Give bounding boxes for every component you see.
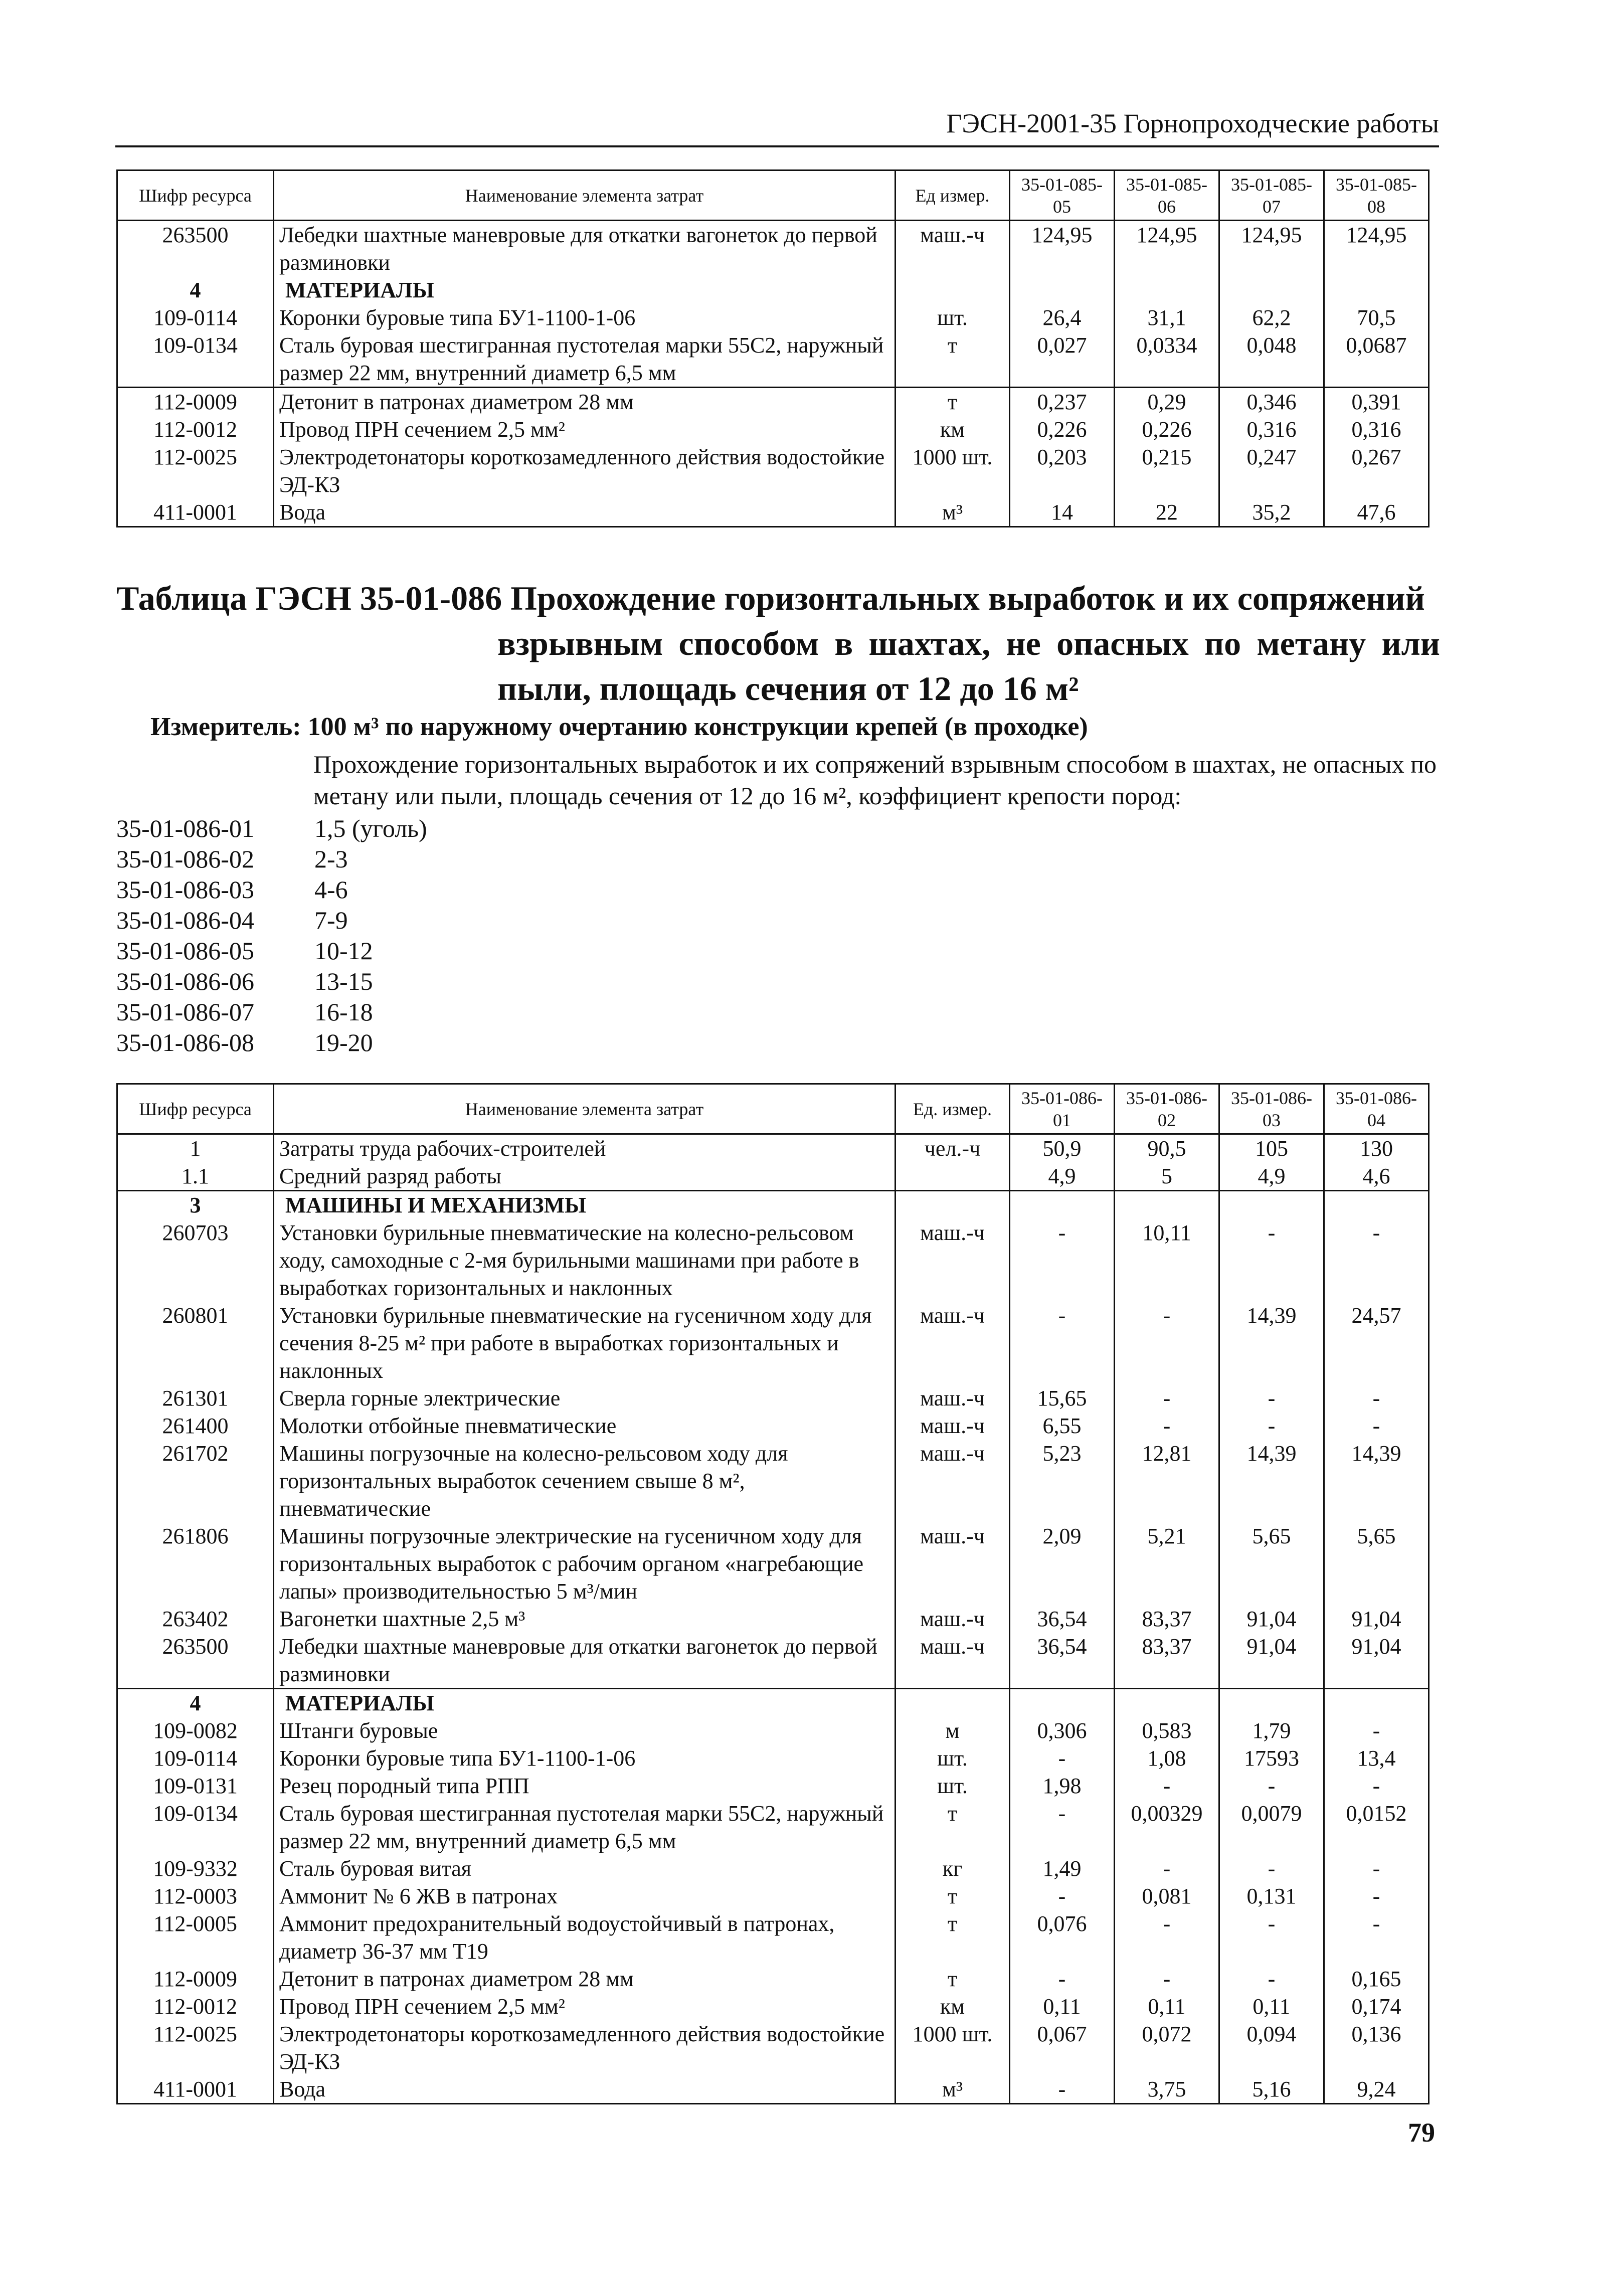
variant-row xyxy=(116,966,427,997)
value-cell: - xyxy=(1324,1910,1429,1965)
table-row xyxy=(117,2020,1429,2075)
table-row xyxy=(117,1605,1429,1633)
value-cell: 91,04 xyxy=(1324,1633,1429,1689)
resource-code: 112-0009 xyxy=(117,388,274,416)
value-cell: 12,81 xyxy=(1115,1440,1219,1522)
resource-code: 112-0009 xyxy=(117,1965,274,1993)
resource-name: Сверла горные электрические xyxy=(274,1384,896,1412)
resource-code: 109-0114 xyxy=(117,1744,274,1772)
header-col-4: 35-01-085-08 xyxy=(1324,170,1429,221)
resource-code: 1.1 xyxy=(117,1162,274,1191)
table-row xyxy=(117,331,1429,388)
value-cell xyxy=(1219,1689,1324,1717)
header-col-4: 35-01-086-04 xyxy=(1324,1084,1429,1134)
value-cell xyxy=(1115,1689,1219,1717)
value-cell: 0,0152 xyxy=(1324,1800,1429,1855)
value-cell: - xyxy=(1219,1384,1324,1412)
value-cell: - xyxy=(1115,1910,1219,1965)
unit-cell: шт. xyxy=(896,304,1010,331)
meter: Измеритель: 100 м³ по наружному очертанию конструкции крепей (в проходке) xyxy=(150,713,1088,741)
resource-code: 411-0001 xyxy=(117,2075,274,2104)
value-cell: 5,23 xyxy=(1010,1440,1115,1522)
value-cell: 0,00329 xyxy=(1115,1800,1219,1855)
value-cell: 130 xyxy=(1324,1134,1429,1163)
unit-cell: маш.-ч xyxy=(896,1605,1010,1633)
section-title-line-1: Таблица ГЭСН 35-01-086 Прохождение горизонтальных выработок и их сопряжений xyxy=(116,579,1425,617)
unit-cell: маш.-ч xyxy=(896,221,1010,277)
value-cell: 0,11 xyxy=(1115,1993,1219,2020)
header-col-2: 35-01-086-02 xyxy=(1115,1084,1219,1134)
unit-cell: км xyxy=(896,416,1010,443)
table-row xyxy=(117,1412,1429,1440)
value-cell: 0,316 xyxy=(1219,416,1324,443)
section-name: МАТЕРИАЛЫ xyxy=(274,276,896,304)
variant-row xyxy=(116,813,427,844)
resource-name: Вагонетки шахтные 2,5 м³ xyxy=(274,1605,896,1633)
resource-code: 260703 xyxy=(117,1219,274,1302)
value-cell: 0,226 xyxy=(1115,416,1219,443)
value-cell: - xyxy=(1219,1855,1324,1882)
value-cell: 91,04 xyxy=(1219,1633,1324,1689)
resource-name: Коронки буровые типа БУ1-1100-1-06 xyxy=(274,304,896,331)
table-row xyxy=(117,1633,1429,1689)
value-cell xyxy=(1324,276,1429,304)
header-col-2: 35-01-085-06 xyxy=(1115,170,1219,221)
value-cell: 22 xyxy=(1115,498,1219,527)
unit-cell: т xyxy=(896,388,1010,416)
resource-name: Провод ПРН сечением 2,5 мм² xyxy=(274,416,896,443)
value-cell: 0,267 xyxy=(1324,443,1429,498)
unit-cell xyxy=(896,276,1010,304)
unit-cell: кг xyxy=(896,1855,1010,1882)
value-cell: 0,29 xyxy=(1115,388,1219,416)
resource-code: 112-0005 xyxy=(117,1910,274,1965)
value-cell: 10,11 xyxy=(1115,1219,1219,1302)
section-row xyxy=(117,276,1429,304)
resource-code: 109-9332 xyxy=(117,1855,274,1882)
variant-value: 4-6 xyxy=(314,875,348,904)
value-cell: 1,79 xyxy=(1219,1717,1324,1744)
value-cell: 0,165 xyxy=(1324,1965,1429,1993)
value-cell: 17593 xyxy=(1219,1744,1324,1772)
unit-cell: маш.-ч xyxy=(896,1302,1010,1384)
value-cell: - xyxy=(1010,1744,1115,1772)
value-cell: - xyxy=(1115,1855,1219,1882)
value-cell: 91,04 xyxy=(1324,1605,1429,1633)
table-row xyxy=(117,1910,1429,1965)
unit-cell: маш.-ч xyxy=(896,1440,1010,1522)
resource-name: Сталь буровая шестигранная пустотелая марки 55С2, наружный размер 22 мм, внутренний диаметр 6,5 мм xyxy=(274,1800,896,1855)
value-cell: 1,98 xyxy=(1010,1772,1115,1800)
table-row xyxy=(117,443,1429,498)
table-row xyxy=(117,498,1429,527)
resource-code: 112-0003 xyxy=(117,1882,274,1910)
resource-name: Вода xyxy=(274,2075,896,2104)
resource-code: 112-0012 xyxy=(117,416,274,443)
resource-name: Штанги буровые xyxy=(274,1717,896,1744)
value-cell xyxy=(1010,1191,1115,1219)
value-cell: 0,131 xyxy=(1219,1882,1324,1910)
value-cell: - xyxy=(1115,1302,1219,1384)
resource-code: 261806 xyxy=(117,1522,274,1605)
unit-cell: маш.-ч xyxy=(896,1219,1010,1302)
value-cell: - xyxy=(1115,1965,1219,1993)
value-cell: - xyxy=(1010,1219,1115,1302)
value-cell: 0,027 xyxy=(1010,331,1115,388)
value-cell: - xyxy=(1010,2075,1115,2104)
unit-cell: т xyxy=(896,331,1010,388)
value-cell: 124,95 xyxy=(1115,221,1219,277)
table-row xyxy=(117,304,1429,331)
unit-cell: маш.-ч xyxy=(896,1522,1010,1605)
table-row xyxy=(117,1744,1429,1772)
header-col-3: 35-01-086-03 xyxy=(1219,1084,1324,1134)
header-unit: Ед измер. xyxy=(896,170,1010,221)
value-cell: 2,09 xyxy=(1010,1522,1115,1605)
variant-row xyxy=(116,844,427,874)
variant-code: 35-01-086-05 xyxy=(116,937,254,965)
resource-code: 112-0025 xyxy=(117,2020,274,2075)
value-cell: - xyxy=(1010,1882,1115,1910)
header-code: Шифр ресурса xyxy=(117,170,274,221)
resource-name: Молотки отбойные пневматические xyxy=(274,1412,896,1440)
resource-code: 112-0025 xyxy=(117,443,274,498)
header-unit: Ед. измер. xyxy=(896,1084,1010,1134)
resource-code: 261400 xyxy=(117,1412,274,1440)
table-row xyxy=(117,1772,1429,1800)
header-col-3: 35-01-085-07 xyxy=(1219,170,1324,221)
value-cell xyxy=(1324,1689,1429,1717)
variant-row xyxy=(116,936,427,966)
unit-cell: т xyxy=(896,1800,1010,1855)
value-cell: 47,6 xyxy=(1324,498,1429,527)
value-cell: - xyxy=(1324,1855,1429,1882)
table-row xyxy=(117,1522,1429,1605)
value-cell: 50,9 xyxy=(1010,1134,1115,1163)
variant-row xyxy=(116,905,427,936)
value-cell: 0,0334 xyxy=(1115,331,1219,388)
value-cell: 0,11 xyxy=(1219,1993,1324,2020)
value-cell: - xyxy=(1219,1965,1324,1993)
table-body xyxy=(117,221,1429,527)
unit-cell: т xyxy=(896,1882,1010,1910)
value-cell: 0,174 xyxy=(1324,1993,1429,2020)
value-cell: 0,081 xyxy=(1115,1882,1219,1910)
value-cell: 124,95 xyxy=(1010,221,1115,277)
unit-cell: т xyxy=(896,1910,1010,1965)
header-col-1: 35-01-086-01 xyxy=(1010,1084,1115,1134)
value-cell: 90,5 xyxy=(1115,1134,1219,1163)
value-cell: 13,4 xyxy=(1324,1744,1429,1772)
value-cell: 6,55 xyxy=(1010,1412,1115,1440)
value-cell: 36,54 xyxy=(1010,1605,1115,1633)
variant-value: 1,5 (уголь) xyxy=(314,814,427,842)
value-cell: 0,247 xyxy=(1219,443,1324,498)
unit-cell xyxy=(896,1191,1010,1219)
table-row xyxy=(117,1717,1429,1744)
variant-row xyxy=(116,1027,427,1058)
table-row xyxy=(117,1800,1429,1855)
value-cell: 83,37 xyxy=(1115,1633,1219,1689)
table-row xyxy=(117,1440,1429,1522)
value-cell: - xyxy=(1324,1882,1429,1910)
table-body xyxy=(117,1134,1429,2104)
value-cell xyxy=(1115,1191,1219,1219)
value-cell: - xyxy=(1010,1965,1115,1993)
variant-code: 35-01-086-04 xyxy=(116,906,254,934)
running-header: ГЭСН-2001-35 Горнопроходческие работы xyxy=(946,108,1439,138)
section-name: МАТЕРИАЛЫ xyxy=(274,1689,896,1717)
value-cell: 0,316 xyxy=(1324,416,1429,443)
value-cell: - xyxy=(1324,1772,1429,1800)
value-cell: - xyxy=(1219,1910,1324,1965)
value-cell: 3,75 xyxy=(1115,2075,1219,2104)
resource-code: 411-0001 xyxy=(117,498,274,527)
variant-value: 19-20 xyxy=(314,1028,373,1056)
value-cell: 124,95 xyxy=(1219,221,1324,277)
value-cell: 0,391 xyxy=(1324,388,1429,416)
resource-name: Машины погрузочные на колесно-рельсовом ходу для горизонтальных выработок сечением свыше 8 м², пневматические xyxy=(274,1440,896,1522)
unit-cell: маш.-ч xyxy=(896,1633,1010,1689)
resource-code: 4 xyxy=(117,276,274,304)
resource-name: Коронки буровые типа БУ1-1100-1-06 xyxy=(274,1744,896,1772)
value-cell: 124,95 xyxy=(1324,221,1429,277)
value-cell: 0,11 xyxy=(1010,1993,1115,2020)
value-cell xyxy=(1115,276,1219,304)
value-cell xyxy=(1324,1191,1429,1219)
variant-code: 35-01-086-01 xyxy=(116,814,254,842)
resource-code: 263500 xyxy=(117,221,274,277)
variant-code: 35-01-086-06 xyxy=(116,967,254,995)
table-row xyxy=(117,1219,1429,1302)
value-cell: 4,6 xyxy=(1324,1162,1429,1191)
resource-name: Лебедки шахтные маневровые для откатки вагонеток до первой разминовки xyxy=(274,1633,896,1689)
table-row xyxy=(117,1882,1429,1910)
table-row xyxy=(117,1162,1429,1191)
value-cell xyxy=(1219,1191,1324,1219)
table-row xyxy=(117,2075,1429,2104)
unit-cell: маш.-ч xyxy=(896,1412,1010,1440)
value-cell: 105 xyxy=(1219,1134,1324,1163)
value-cell: 1,08 xyxy=(1115,1744,1219,1772)
table-row xyxy=(117,1855,1429,1882)
table-row xyxy=(117,1965,1429,1993)
resource-code: 4 xyxy=(117,1689,274,1717)
value-cell: 24,57 xyxy=(1324,1302,1429,1384)
variant-value: 2-3 xyxy=(314,845,348,873)
value-cell: 14,39 xyxy=(1219,1302,1324,1384)
value-cell: 0,072 xyxy=(1115,2020,1219,2075)
value-cell: - xyxy=(1219,1412,1324,1440)
unit-cell xyxy=(896,1689,1010,1717)
value-cell: 0,583 xyxy=(1115,1717,1219,1744)
value-cell: 0,346 xyxy=(1219,388,1324,416)
value-cell: 5,65 xyxy=(1324,1522,1429,1605)
resource-name: Лебедки шахтные маневровые для откатки вагонеток до первой разминовки xyxy=(274,221,896,277)
variant-value: 10-12 xyxy=(314,937,373,965)
value-cell: - xyxy=(1115,1412,1219,1440)
resource-name: Аммонит № 6 ЖВ в патронах xyxy=(274,1882,896,1910)
value-cell: 4,9 xyxy=(1010,1162,1115,1191)
resource-code: 263402 xyxy=(117,1605,274,1633)
resource-name: Детонит в патронах диаметром 28 мм xyxy=(274,388,896,416)
value-cell: 31,1 xyxy=(1115,304,1219,331)
section-row xyxy=(117,1191,1429,1219)
value-cell: 0,076 xyxy=(1010,1910,1115,1965)
resource-code: 260801 xyxy=(117,1302,274,1384)
resource-code: 109-0114 xyxy=(117,304,274,331)
value-cell: - xyxy=(1115,1772,1219,1800)
section-name: МАШИНЫ И МЕХАНИЗМЫ xyxy=(274,1191,896,1219)
value-cell: 5,21 xyxy=(1115,1522,1219,1605)
value-cell: - xyxy=(1010,1302,1115,1384)
value-cell: 1,49 xyxy=(1010,1855,1115,1882)
variant-row xyxy=(116,874,427,905)
variant-value: 16-18 xyxy=(314,998,373,1026)
resource-code: 109-0131 xyxy=(117,1772,274,1800)
unit-cell: шт. xyxy=(896,1744,1010,1772)
unit-cell: т xyxy=(896,1965,1010,1993)
page-number: 79 xyxy=(1408,2117,1435,2148)
unit-cell: 1000 шт. xyxy=(896,443,1010,498)
resource-code: 263500 xyxy=(117,1633,274,1689)
value-cell: 0,0079 xyxy=(1219,1800,1324,1855)
value-cell: 0,203 xyxy=(1010,443,1115,498)
value-cell: - xyxy=(1324,1412,1429,1440)
resource-code: 1 xyxy=(117,1134,274,1163)
table-row xyxy=(117,416,1429,443)
table-row xyxy=(117,1993,1429,2020)
value-cell: 4,9 xyxy=(1219,1162,1324,1191)
table-row xyxy=(117,1134,1429,1163)
header-rule xyxy=(115,145,1439,147)
resource-code: 261301 xyxy=(117,1384,274,1412)
variant-code: 35-01-086-03 xyxy=(116,875,254,904)
header-col-1: 35-01-085-05 xyxy=(1010,170,1115,221)
resource-code: 112-0012 xyxy=(117,1993,274,2020)
resource-code: 3 xyxy=(117,1191,274,1219)
value-cell: 14 xyxy=(1010,498,1115,527)
header-code: Шифр ресурса xyxy=(117,1084,274,1134)
variant-code: 35-01-086-08 xyxy=(116,1028,254,1056)
value-cell: 0,067 xyxy=(1010,2020,1115,2075)
value-cell: 14,39 xyxy=(1324,1440,1429,1522)
value-cell: - xyxy=(1010,1800,1115,1855)
variant-code: 35-01-086-07 xyxy=(116,998,254,1026)
unit-cell xyxy=(896,1162,1010,1191)
table-row xyxy=(117,388,1429,416)
value-cell: 62,2 xyxy=(1219,304,1324,331)
value-cell: 35,2 xyxy=(1219,498,1324,527)
unit-cell: м xyxy=(896,1717,1010,1744)
table-row xyxy=(117,1302,1429,1384)
section-row xyxy=(117,1689,1429,1717)
resource-name: Электродетонаторы короткозамедленного действия водостойкие ЭД-КЗ xyxy=(274,443,896,498)
value-cell: 5,16 xyxy=(1219,2075,1324,2104)
resource-code: 109-0134 xyxy=(117,331,274,388)
value-cell: 0,048 xyxy=(1219,331,1324,388)
value-cell: 5 xyxy=(1115,1162,1219,1191)
value-cell: 0,237 xyxy=(1010,388,1115,416)
value-cell: 36,54 xyxy=(1010,1633,1115,1689)
variants-list xyxy=(116,813,427,1058)
resource-name: Детонит в патронах диаметром 28 мм xyxy=(274,1965,896,1993)
value-cell: 91,04 xyxy=(1219,1605,1324,1633)
header-name: Наименование элемента затрат xyxy=(274,1084,896,1134)
value-cell: - xyxy=(1219,1772,1324,1800)
resource-name: Резец породный типа РПП xyxy=(274,1772,896,1800)
table-row xyxy=(117,221,1429,277)
value-cell: 0,094 xyxy=(1219,2020,1324,2075)
resource-table-086 xyxy=(116,1083,1430,2104)
header-name: Наименование элемента затрат xyxy=(274,170,896,221)
variant-value: 7-9 xyxy=(314,906,348,934)
value-cell: 15,65 xyxy=(1010,1384,1115,1412)
resource-name: Сталь буровая шестигранная пустотелая марки 55С2, наружный размер 22 мм, внутренний диаметр 6,5 мм xyxy=(274,331,896,388)
unit-cell: м³ xyxy=(896,2075,1010,2104)
resource-name: Электродетонаторы короткозамедленного действия водостойкие ЭД-КЗ xyxy=(274,2020,896,2075)
value-cell: 0,136 xyxy=(1324,2020,1429,2075)
resource-name: Затраты труда рабочих-строителей xyxy=(274,1134,896,1163)
resource-table-085 xyxy=(116,169,1430,527)
value-cell: 14,39 xyxy=(1219,1440,1324,1522)
value-cell xyxy=(1010,1689,1115,1717)
resource-name: Провод ПРН сечением 2,5 мм² xyxy=(274,1993,896,2020)
resource-name: Сталь буровая витая xyxy=(274,1855,896,1882)
resource-code: 261702 xyxy=(117,1440,274,1522)
unit-cell: чел.-ч xyxy=(896,1134,1010,1163)
value-cell: - xyxy=(1219,1219,1324,1302)
description: Прохождение горизонтальных выработок и их сопряжений взрывным способом в шахтах, не опасных по метану или пыли, площадь сечения от 12 до 16 м², коэффициент крепости пород: xyxy=(313,750,1437,810)
resource-name: Установки бурильные пневматические на гусеничном ходу для сечения 8-25 м² при работе в выработках горизонтальных и наклонных xyxy=(274,1302,896,1384)
table-row xyxy=(117,1384,1429,1412)
unit-cell: м³ xyxy=(896,498,1010,527)
resource-name: Вода xyxy=(274,498,896,527)
variant-row xyxy=(116,997,427,1027)
section-title xyxy=(116,576,1440,711)
unit-cell: маш.-ч xyxy=(896,1384,1010,1412)
resource-name: Средний разряд работы xyxy=(274,1162,896,1191)
resource-code: 109-0082 xyxy=(117,1717,274,1744)
value-cell: 0,215 xyxy=(1115,443,1219,498)
value-cell: - xyxy=(1324,1717,1429,1744)
resource-name: Машины погрузочные электрические на гусеничном ходу для горизонтальных выработок с рабочим органом «нагребающие лапы» производительностью 5 м³/мин xyxy=(274,1522,896,1605)
value-cell: 0,226 xyxy=(1010,416,1115,443)
resource-code: 109-0134 xyxy=(117,1800,274,1855)
value-cell: - xyxy=(1324,1219,1429,1302)
value-cell: 9,24 xyxy=(1324,2075,1429,2104)
value-cell: 0,306 xyxy=(1010,1717,1115,1744)
value-cell: - xyxy=(1324,1384,1429,1412)
value-cell: 70,5 xyxy=(1324,304,1429,331)
value-cell: 26,4 xyxy=(1010,304,1115,331)
value-cell xyxy=(1219,276,1324,304)
value-cell: 0,0687 xyxy=(1324,331,1429,388)
variant-value: 13-15 xyxy=(314,967,373,995)
unit-cell: шт. xyxy=(896,1772,1010,1800)
value-cell: 83,37 xyxy=(1115,1605,1219,1633)
resource-name: Аммонит предохранительный водоустойчивый в патронах, диаметр 36-37 мм Т19 xyxy=(274,1910,896,1965)
section-title-line-2: взрывным способом в шахтах, не опасных по метану или пыли, площадь сечения от 12 до 16 м² xyxy=(497,624,1440,708)
unit-cell: 1000 шт. xyxy=(896,2020,1010,2075)
variant-code: 35-01-086-02 xyxy=(116,845,254,873)
unit-cell: км xyxy=(896,1993,1010,2020)
value-cell: - xyxy=(1115,1384,1219,1412)
value-cell xyxy=(1010,276,1115,304)
value-cell: 5,65 xyxy=(1219,1522,1324,1605)
resource-name: Установки бурильные пневматические на колесно-рельсовом ходу, самоходные с 2-мя бурильными машинами при работе в выработках горизонтальных и наклонных xyxy=(274,1219,896,1302)
